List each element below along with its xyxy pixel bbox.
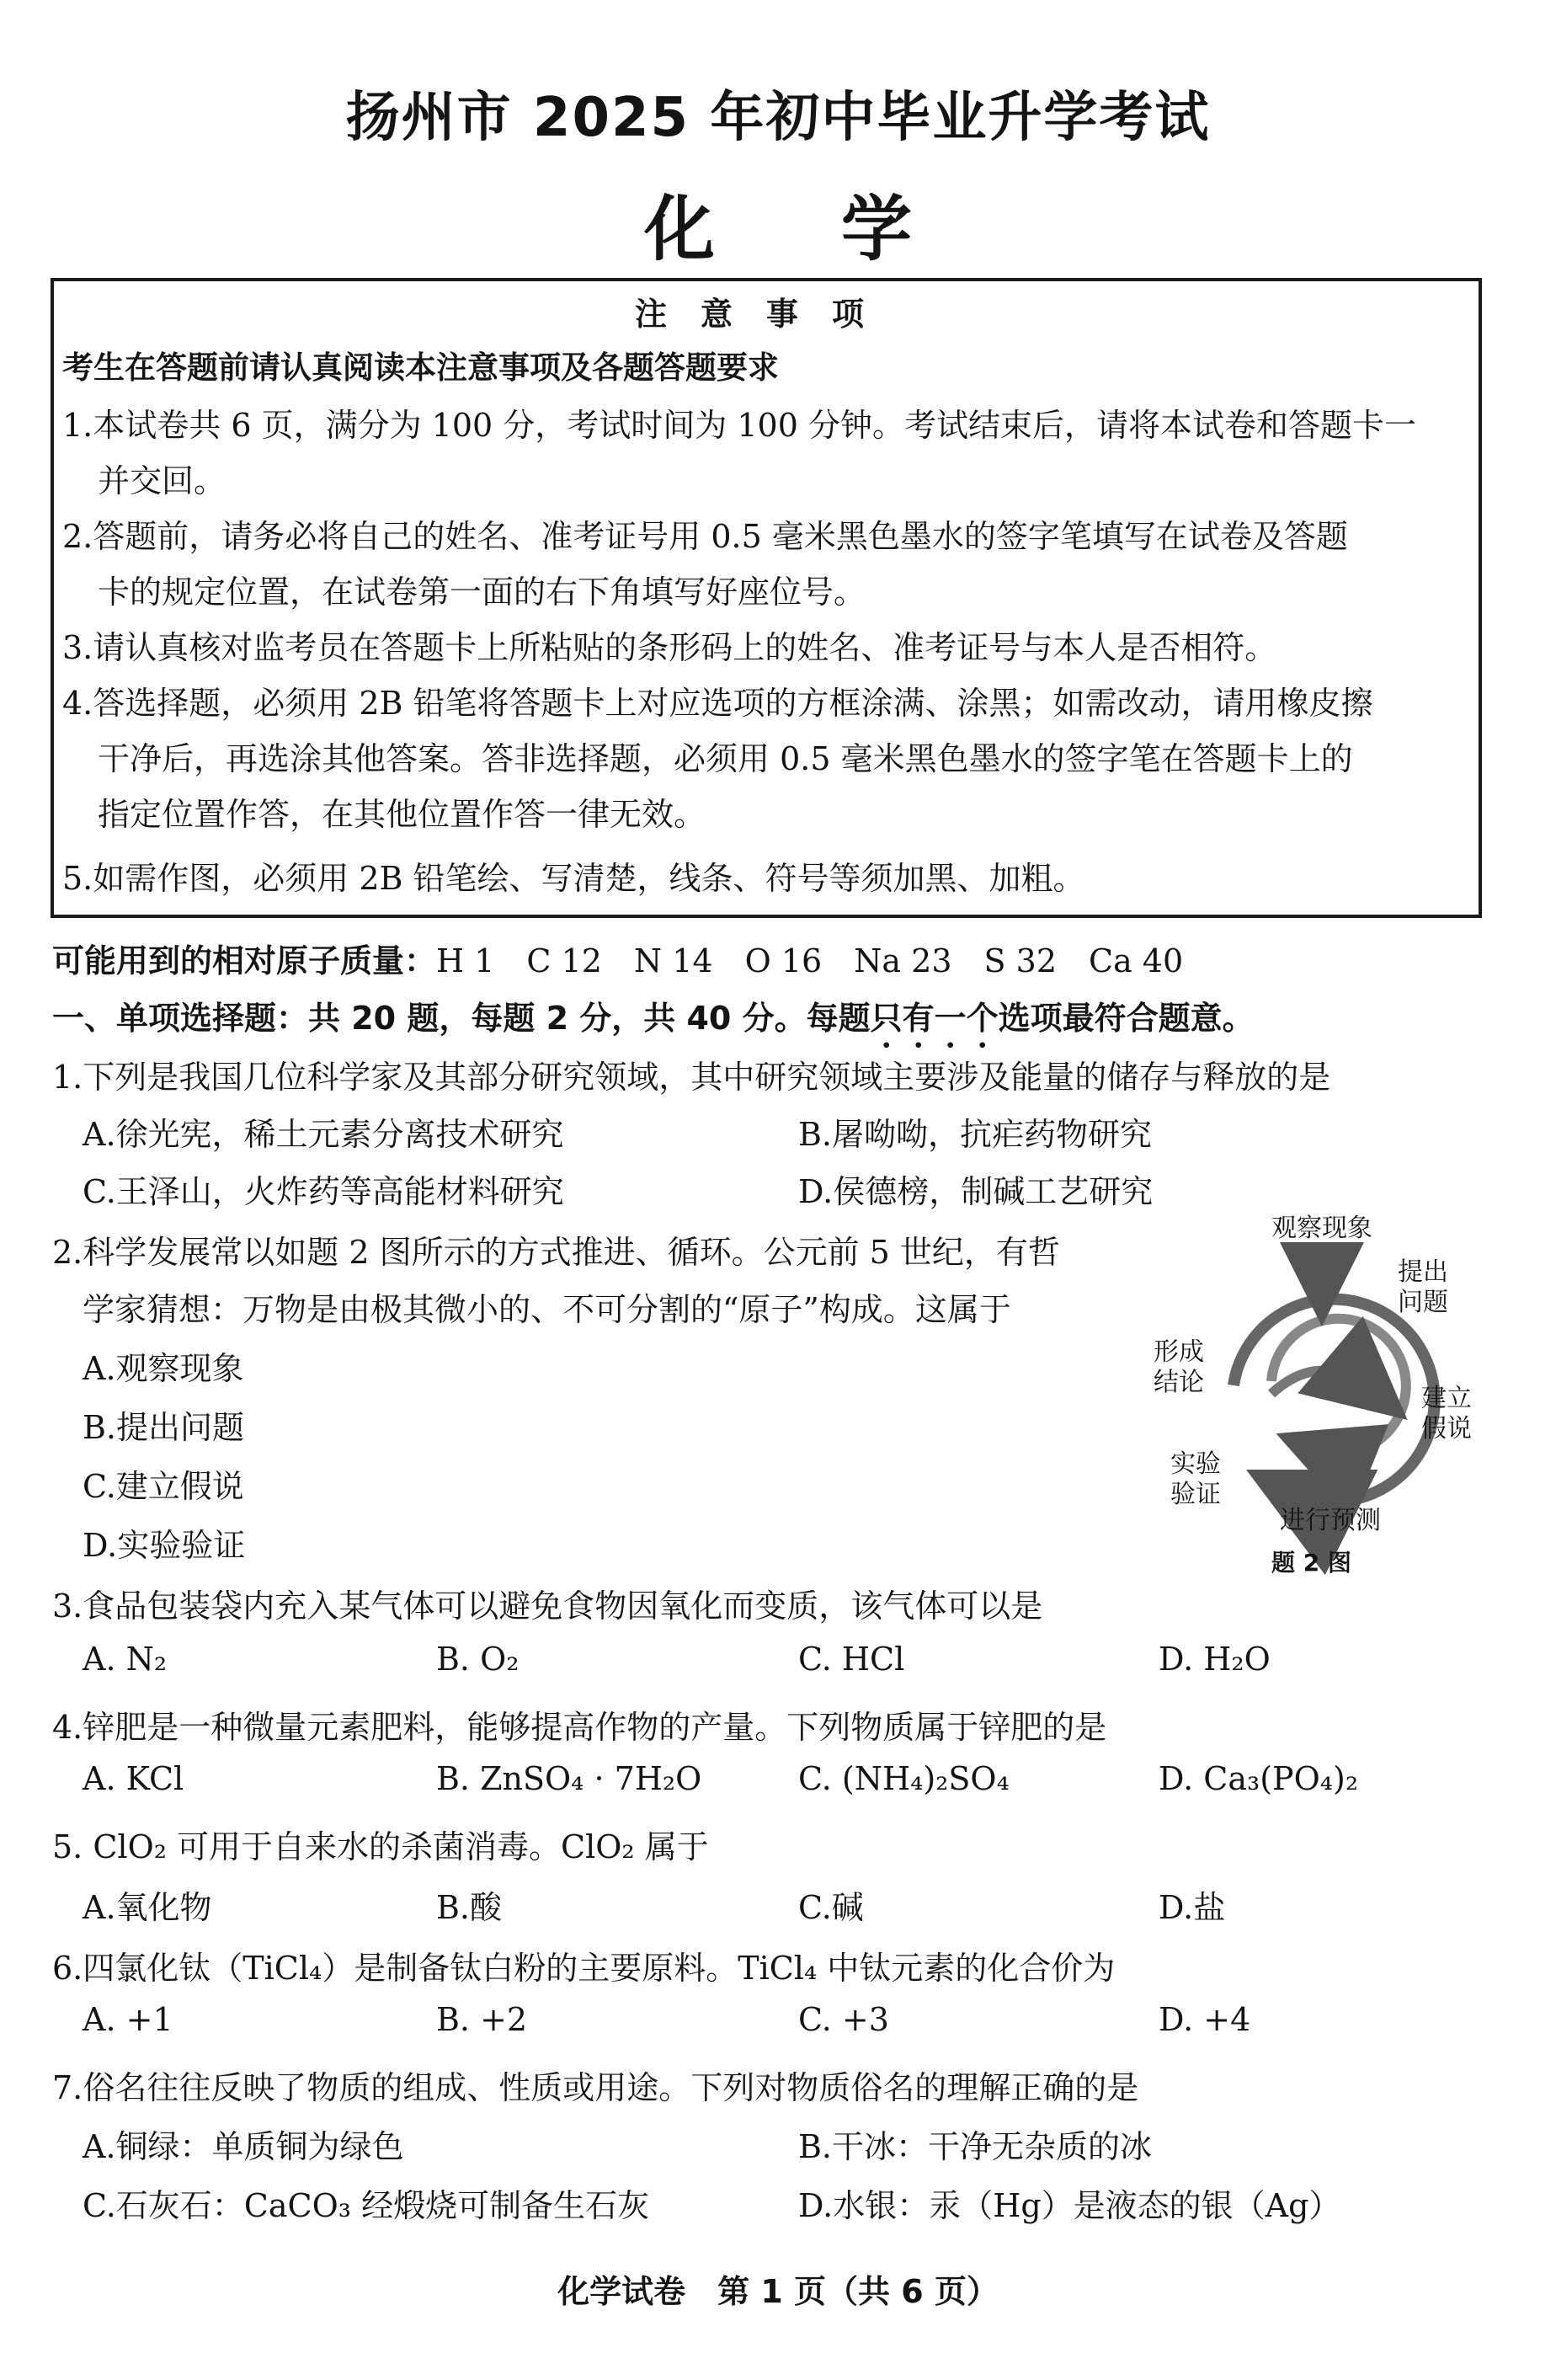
q2-option-b: B.提出问题: [83, 1409, 245, 1446]
label-ask-1: 提出: [1398, 1257, 1448, 1287]
science-cycle-figure: [1154, 1213, 1507, 1583]
q3-stem: 3.食品包装袋内充入某气体可以避免食物因氧化而变质，该气体可以是: [52, 1588, 1043, 1625]
q2-stem: 2.科学发展常以如题 2 图所示的方式推进、循环。公元前 5 世纪，有哲: [52, 1234, 1060, 1271]
section-heading-emphasis: 只有一个: [870, 1000, 999, 1037]
q3-option-d: D. H₂O: [1159, 1641, 1271, 1678]
label-exp-2: 验证: [1170, 1480, 1221, 1509]
label-hypo-1: 建立: [1421, 1384, 1472, 1413]
label-concl-2: 结论: [1154, 1368, 1204, 1397]
notice-box: [51, 278, 1482, 918]
q4-option-a: A. KCl: [83, 1760, 184, 1797]
q5-option-d: D.盐: [1159, 1889, 1226, 1926]
q1-option-d: D.侯德榜，制碱工艺研究: [798, 1173, 1154, 1210]
q6-option-a: A. +1: [83, 2001, 173, 2038]
q1-stem: 1.下列是我国几位科学家及其部分研究领域，其中研究领域主要涉及能量的储存与释放的是: [52, 1059, 1331, 1096]
q6-stem: 6.四氯化钛（TiCl₄）是制备钛白粉的主要原料。TiCl₄ 中钛元素的化合价为: [52, 1950, 1116, 1987]
q3-option-c: C. HCl: [798, 1641, 905, 1678]
q4-option-b: B. ZnSO₄ · 7H₂O: [436, 1760, 702, 1797]
notice-item-1: 1.本试卷共 6 页，满分为 100 分，考试时间为 100 分钟。考试结束后，请将本试卷和答题卡一: [62, 407, 1416, 444]
section-heading: [52, 992, 1255, 1055]
q7-option-d: D.水银：汞（Hg）是液态的银（Ag）: [798, 2187, 1341, 2224]
q2-option-a: A.观察现象: [83, 1350, 244, 1387]
figure-caption: 题 2 图: [1271, 1549, 1351, 1577]
label-predict: 进行预测: [1280, 1506, 1381, 1535]
notice-item-4-cont: 干净后，再选涂其他答案。答非选择题，必须用 0.5 毫米黑色墨水的签字笔在答题卡上的: [98, 740, 1353, 777]
q5-stem: 5. ClO₂ 可用于自来水的杀菌消毒。ClO₂ 属于: [52, 1828, 709, 1865]
page-footer: 化学试卷 第 1 页（共 6 页）: [557, 2273, 999, 2310]
label-ask-2: 问题: [1398, 1288, 1448, 1317]
q3-option-b: B. O₂: [436, 1641, 520, 1678]
q6-option-d: D. +4: [1159, 2001, 1251, 2038]
subject-title: 化学: [643, 188, 1038, 270]
notice-item-4: 4.答选择题，必须用 2B 铅笔将答题卡上对应选项的方框涂满、涂黑；如需改动，请用橡皮擦: [62, 685, 1373, 722]
q7-option-c: C.石灰石：CaCO₃ 经煅烧可制备生石灰: [83, 2187, 650, 2224]
label-hypo-2: 假说: [1421, 1414, 1472, 1443]
notice-item-3: 3.请认真核对监考员在答题卡上所粘贴的条形码上的姓名、准考证号与本人是否相符。: [62, 629, 1277, 666]
q4-option-c: C. (NH₄)₂SO₄: [798, 1760, 1010, 1797]
notice-item-4-cont2: 指定位置作答，在其他位置作答一律无效。: [98, 796, 706, 833]
atomic-mass-label: 可能用到的相对原子质量：: [52, 942, 437, 979]
section-heading-post: 选项最符合题意。: [998, 1000, 1255, 1037]
cycle-diagram-svg: [1154, 1213, 1507, 1583]
label-observe: 观察现象: [1271, 1214, 1372, 1243]
q2-stem-cont: 学家猜想：万物是由极其微小的、不可分割的“原子”构成。这属于: [83, 1291, 1011, 1328]
cycle-inner-arc: [1271, 1319, 1406, 1454]
q3-option-a: A. N₂: [83, 1641, 168, 1678]
notice-item-5: 5.如需作图，必须用 2B 铅笔绘、写清楚，线条、符号等须加黑、加粗。: [62, 860, 1085, 897]
atomic-mass-values: H 1 C 12 N 14 O 16 Na 23 S 32 Ca 40: [436, 942, 1184, 979]
notice-item-2: 2.答题前，请务必将自己的姓名、准考证号用 0.5 毫米黑色墨水的签字笔填写在试卷及答题: [62, 518, 1348, 555]
atomic-mass-line: [52, 935, 1183, 981]
q1-option-c: C.王泽山，火炸药等高能材料研究: [83, 1173, 564, 1210]
notice-intro: 考生在答题前请认真阅读本注意事项及各题答题要求: [62, 350, 779, 386]
q5-option-c: C.碱: [798, 1889, 864, 1926]
notice-item-1-cont: 并交回。: [98, 462, 226, 499]
q2-option-c: C.建立假说: [83, 1468, 244, 1505]
q1-option-b: B.屠呦呦，抗疟药物研究: [798, 1116, 1153, 1153]
q4-stem: 4.锌肥是一种微量元素肥料，能够提高作物的产量。下列物质属于锌肥的是: [52, 1709, 1107, 1746]
q4-option-d: D. Ca₃(PO₄)₂: [1159, 1760, 1359, 1797]
exam-title: 扬州市 2025 年初中毕业升学考试: [345, 87, 1211, 149]
q5-option-b: B.酸: [436, 1889, 503, 1926]
q7-option-b: B.干冰：干净无杂质的冰: [798, 2128, 1153, 2165]
notice-title: 注意事项: [634, 296, 898, 333]
q7-stem: 7.俗名往往反映了物质的组成、性质或用途。下列对物质俗名的理解正确的是: [52, 2069, 1139, 2106]
label-exp-1: 实验: [1170, 1449, 1221, 1479]
q5-option-a: A.氧化物: [83, 1889, 212, 1926]
q1-option-a: A.徐光宪，稀土元素分离技术研究: [83, 1116, 564, 1153]
label-concl-1: 形成: [1154, 1337, 1204, 1367]
notice-item-2-cont: 卡的规定位置，在试卷第一面的右下角填写好座位号。: [98, 574, 866, 611]
q2-option-d: D.实验验证: [83, 1527, 246, 1564]
q7-option-a: A.铜绿：单质铜为绿色: [83, 2128, 404, 2165]
q6-option-c: C. +3: [798, 2001, 889, 2038]
q6-option-b: B. +2: [436, 2001, 528, 2038]
cycle-center-arrow: [1271, 1371, 1377, 1395]
section-heading-pre: 一、单项选择题：共 20 题，每题 2 分，共 40 分。每题: [52, 1000, 871, 1037]
